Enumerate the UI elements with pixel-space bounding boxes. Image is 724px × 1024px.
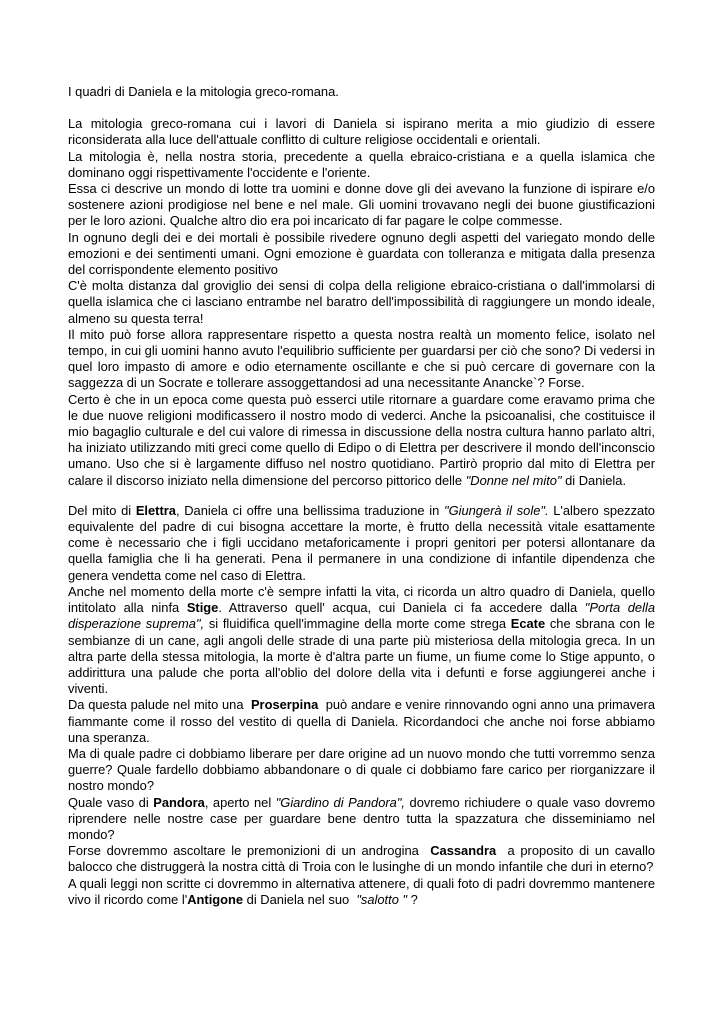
myth-name-proserpina: Proserpina [250,697,319,713]
paragraph-text: Forse dovremmo ascoltare le premonizioni di un androgina [68,843,431,859]
paragraph-cassandra [68,843,659,875]
paragraph-text: Del mito di [68,502,136,518]
paragraph-text: dovremo richiudere o quale vaso dovremo riprendere nelle nostre case per guardare bene dentro tutta la spazzatura che disseminiamo nel mondo? [68,794,655,842]
paragraph-antigone [68,875,659,908]
paragraph-proserpina [68,697,659,746]
paragraph-distance: C'è molta distanza dal groviglio dei sensi di colpa della religione ebraico-cristiana o dall'immolarsi di quella islamica che ci lasciano entrambe nel baratro dell'impossibilità di raggiungere un mondo ideale, almeno su questa terra! [68,278,655,326]
paragraph-text: , Daniela ci offre una bellissima traduzione in [175,502,444,518]
paragraph-text: di Daniela. [561,472,627,488]
paragraph-text: si fluidifica quell'immagine della morte come strega [204,616,511,632]
paragraph-text: . Attraverso quell' acqua, cui Daniela ci fa accedere dalla [218,600,585,616]
paragraph-text: può andare e venire rinnovando ogni anno una primavera fiammante come il rosso del vestito di quella di Daniela. Ricordandoci che anche noi forse abbiamo una speranza. [68,697,659,745]
paragraph-psychoanalysis [68,392,655,489]
paragraph-mythology-history: La mitologia è, nella nostra storia, precedente a quella ebraico-cristiana e a quella islamica che dominano oggi rispettivamente l'occidente e l'oriente. [68,148,655,180]
paragraph-text: Certo è che in un epoca come questa può esserci utile ritornare a guardare come eravamo prima che le due nuove religioni modificassero il nostro modo di vederci. Anche la psicoanalisi, che costituisce il mio bagaglio culturale e del cui valore di rimessa in discussione della nostra cultura hanno parlato altri, ha iniziato utilizzando miti greci come quello di Edipo o di Elettra per descrivere il mondo dell'inconscio umano. Uso che si è largamente diffuso nel nostro quotidiano. Partirò proprio dal mito di Elettra per calare il discorso iniziato nella dimensione del percorso pittorico delle [68,391,655,488]
series-title: "Donne nel mito" [465,472,562,488]
paragraph-text: a proposito di un cavallo balocco che distruggerà la nostra città di Troia con le lusinghe di un mondo infantile che duri in eterno? [68,843,659,875]
paragraph-gap [68,489,655,503]
myth-name-antigone: Antigone [187,891,244,907]
paragraph-text: Da questa palude nel mito una [68,697,251,713]
paragraph-text: Anche nel momento della morte c'è sempre infatti la vita, ci ricorda un altro quadro di Daniela, quello intitolato alla ninfa [68,583,655,616]
myth-name-stige: Stige [186,600,219,616]
paragraph-text: Quale vaso di [68,794,154,810]
artwork-title: "Porta della disperazione suprema", [68,600,655,632]
myth-name-cassandra: Cassandra [430,843,497,859]
paragraph-text: , aperto nel [204,794,276,810]
paragraph-father: Ma di quale padre ci dobbiamo liberare per dare origine ad un nuovo mondo che tutti vorremmo senza guerre? Quale fardello dobbiamo abbandonare o di quale ci dobbiamo fare carico per riorganizzare il nostro mondo? [68,745,655,794]
artwork-title: "Giungerà il sole". [444,502,549,518]
paragraph-text: A quali leggi non scritte ci dovremmo in alternativa attenere, di quali foto di padri dovremmo mantenere vivo il ricordo come l' [68,875,659,907]
artwork-title: "salotto " [356,891,408,907]
paragraph-elettra [68,503,655,584]
artwork-title: "Giardino di Pandora", [275,794,405,810]
paragraph-intro: La mitologia greco-romana cui i lavori di Daniela si ispirano merita a mio giudizio di essere riconsiderata alla luce dell'attuale conflitto di culture religiose occidentali e orientali. [68,116,655,148]
document-title: I quadri di Daniela e la mitologia greco-romana. [68,84,339,99]
paragraph-pandora [68,795,655,844]
myth-name-ecate: Ecate [510,616,546,632]
paragraph-gods-world: Essa ci descrive un mondo di lotte tra uomini e donne dove gli dei avevano la funzione di ispirare e/o sostenere azioni prodigiose nel bene e nel male. Gli uomini trovavano negli dei buone giustificazioni per le loro azioni. Qualche altro dio era poi incaricato di far pagare le colpe commesse. [68,181,655,229]
paragraph-text: che sbrana con le sembianze di un cane, agli angoli delle strade di una parte più misteriosa della mitologia greca. In un altra parte della stessa mitologia, la morte è d'altra parte un fiume, un fiume come lo Stige appunto, o addirittura una palude che porta all'oblio del dolore della vita i defunti e forse aggiungerei anche i viventi. [68,616,655,697]
paragraph-emotions: In ognuno degli dei e dei mortali è possibile rivedere ognuno degli aspetti del variegato mondo delle emozioni e dei sentimenti umani. Ogni emozione è guardata con tolleranza e mitigata dalla presenza del corrispondente elemento positivo [68,229,655,278]
document-page [68,84,659,908]
paragraph-text: L'albero spezzato equivalente del padre di cui bisogna accettare la morte, è frutto della necessità vitale esattamente come è necessario che i figli uccidano metaforicamente i propri genitori per potersi allontanare da quella famiglia che li ha generati. Pena il permanere in una condizione di infantile dipendenza che genera vendetta come nel caso di Elettra. [68,502,655,583]
paragraph-stige [68,584,655,697]
paragraph-happy-moment: Il mito può forse allora rappresentare rispetto a questa nostra realtà un momento felice, isolato nel tempo, in cui gli uomini hanno avuto l'equilibrio sufficiente per guardarsi per ciò che sono? Di vedersi in quel loro impasto di amore e odio eternamente oscillante e che si può cercare di governare con la saggezza di un Socrate e tollerare assoggettandosi ad una necessitante Anancke`? Forse. [68,326,655,391]
myth-name-pandora: Pandora [153,794,205,810]
myth-name-elettra: Elettra [135,502,176,518]
paragraph-text: ? [407,891,418,907]
paragraph-text: di Daniela nel suo [243,891,357,907]
paragraph-gap [68,100,655,116]
